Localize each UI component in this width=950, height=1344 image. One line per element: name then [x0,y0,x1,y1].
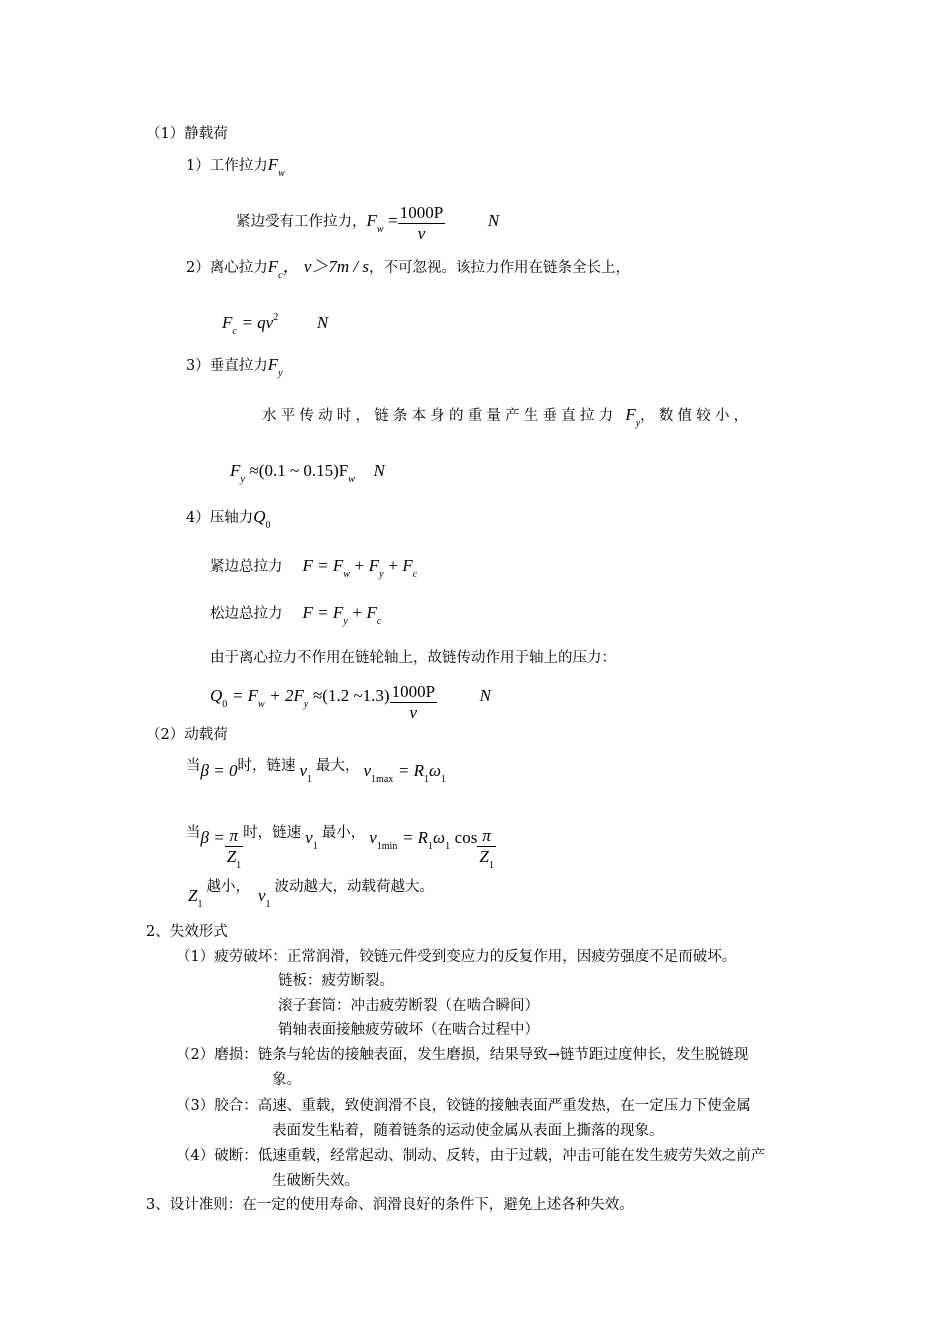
fw-eq-sub: w [376,223,384,235]
slack-plus: + [352,603,362,622]
axle-label: 4）压轴力 [186,510,254,526]
fc-condition: ， v＞7m / s [282,257,369,276]
fy-symbol: F [267,355,279,374]
slack-sub-c: c [376,616,382,627]
tight-side-line [210,556,418,580]
failure-glue-1: （3）胶合：高速、重载，致使润滑不良，铰链的接触表面严重发热，在一定压力下使金属 [176,1098,751,1114]
z1-letter: Z [188,886,198,905]
vertical-formula [230,461,385,485]
max-v: v [299,761,307,780]
tight-side-label: 紧边总拉力 [210,559,283,575]
vertical-line [186,355,283,379]
fy-inline-sub: y [635,418,641,429]
tight-fy: F [368,556,380,575]
vmin-rhs: = R [401,827,429,847]
max-mid: 时，链速 [237,758,296,774]
axle-note: 由于离心拉力不作用在链轮轴上，故链传动作用于轴上的压力： [210,650,616,666]
min-pre: 当 [186,824,201,841]
centrifugal-line [186,257,630,281]
vertical-label: 3）垂直拉力 [186,358,268,374]
centrifugal-desc: ，不可忽视。该拉力作用在链条全长上， [369,260,630,276]
vmin-z-letter: Z [479,847,489,867]
tight-fc: F [402,556,413,575]
failure-glue-2: 表面发生粘着，随着链条的运动使金属从表面上撕落的现象。 [272,1123,664,1139]
fw-symbol: F [267,155,279,174]
fw-subscript: w [278,168,285,179]
work-tension-label: 1）工作拉力 [186,158,268,174]
q0-denominator: v [390,702,437,723]
fw-numerator: 1000P [399,203,444,222]
fw-eq-op: = [388,210,398,230]
q0-eq-sub-w: w [258,698,265,710]
vmax-r-sub: 1 [423,774,429,785]
fc-eq-sup: 2 [273,312,279,323]
fy-subscript: y [278,368,283,379]
vmin-z [477,846,495,872]
slack-fc: F [366,603,377,622]
q0-eq-lhs: Q [210,685,223,705]
failure-fatigue-plate: 链板：疲劳断裂。 [278,973,394,989]
max-v-sub: 1 [307,774,312,785]
tight-plus-1: + [354,556,365,575]
centrifugal-label: 2）离心拉力 [186,260,268,276]
failure-break-2: 生破断失效。 [272,1173,359,1189]
vmin-omega: ω [433,827,446,847]
axle-formula [210,676,491,723]
slack-side-line [210,603,382,627]
q0-eq-sub: 0 [222,698,228,710]
vertical-desc-text: 水平传动时，链条本身的重量产生垂直拉力 [262,408,618,424]
heading-failure: 2、失效形式 [146,924,228,940]
z1-text: 越小， [206,879,250,895]
q0-subscript: 0 [265,520,271,531]
vmax-omega-sub: 1 [441,774,446,785]
design-criterion: 3、设计准则：在一定的使用寿命、润滑良好的条件下，避免上述各种失效。 [146,1197,634,1213]
vmin-omega-sub: 1 [445,840,451,852]
vmax-rhs: = R [397,761,424,780]
fw-fraction [398,203,445,245]
fw-unit: N [487,210,500,230]
z1-v1-line [188,876,435,910]
min-mid: 时，链速 [243,824,302,841]
q0-eq-range: ≈(1.2 ~1.3) [312,685,390,705]
fy-eq-mid: ≈(0.1 ~ 0.15)F [249,461,349,480]
axle-line [186,507,271,531]
max-post: 最大， [316,758,360,774]
failure-fatigue-roller: 滚子套筒：冲击疲劳断裂（在啮合瞬间） [278,998,539,1014]
q0-eq-fw: = F [231,685,258,705]
q0-symbol: Q [253,507,266,526]
q0-eq-sub-y: y [303,698,309,710]
heading-static-load: （1）静载荷 [146,126,228,142]
q0-unit: N [479,685,491,705]
vmax-lhs: v [363,761,372,780]
q0-fraction [390,682,437,724]
vmin-r-sub: 1 [428,840,434,852]
tight-sub-w: w [343,569,350,580]
fc-eq-rhs: = qv [241,313,274,332]
tight-plus-2: + [388,556,398,575]
failure-wear-2: 象。 [272,1072,301,1088]
slack-side-label: 松边总拉力 [210,606,283,622]
vmin-cos: cos [454,827,478,847]
fc-symbol: F [267,257,279,276]
min-v-sub: 1 [312,840,318,852]
vmin-pi: π [482,826,491,845]
vmin-lhs: v [369,827,377,847]
fc-subscript: c [278,270,283,281]
min-post: 最小， [321,824,366,841]
v1-text: 波动越大，动载荷越大。 [274,879,435,895]
max-pre: 当 [186,758,201,774]
z1-sub: 1 [197,899,203,910]
fy-eq-lhs: F [230,461,241,480]
fc-eq-lhs: F [222,313,233,332]
tight-eq-lhs: F = F [302,556,344,575]
failure-fatigue-pin: 销轴表面接触疲劳破坏（在啮合过程中） [278,1022,539,1038]
vmin-sub: 1min [376,840,398,852]
v1-sub: 1 [265,899,271,910]
q0-numerator: 1000P [391,682,436,701]
fy-eq-sub: y [240,474,245,485]
fw-denominator: v [398,223,445,244]
tight-sub-y: y [379,569,384,580]
max-speed-line [186,755,446,785]
fw-eq-lhs: F [366,210,377,230]
work-tension-line [186,155,285,179]
max-beta: β = 0 [200,761,238,780]
fc-unit: N [316,313,329,332]
slack-eq-lhs: F = F [302,603,344,622]
vmin-fraction [477,826,495,872]
v1-letter: v [257,886,266,905]
min-beta-pi: π [229,826,239,845]
failure-break-1: （4）破断：低速重载，经常起动、制动、反转，由于过载，冲击可能在发生疲劳失效之前产 [176,1148,766,1164]
failure-wear-1: （2）磨损：链条与轮齿的接触表面，发生磨损，结果导致→链节距过度伸长，发生脱链现 [176,1047,749,1063]
heading-dynamic-load: （2）动载荷 [146,727,228,743]
fc-eq-sub: c [232,326,237,337]
fy-inline-symbol: F [625,405,636,424]
min-beta: β = [200,827,225,847]
slack-sub-y: y [343,616,348,627]
min-beta-z-sub: 1 [236,860,242,872]
work-tension-formula [236,201,499,243]
min-beta-z-letter: Z [226,847,237,867]
tight-sub-c: c [412,569,418,580]
centrifugal-formula [222,312,329,337]
min-beta-z [225,846,243,872]
min-v: v [305,827,313,847]
vmax-sub: 1max [371,774,394,785]
min-speed-line [186,812,496,872]
vertical-desc-text-2: ，数值较小， [640,408,753,424]
failure-fatigue: （1）疲劳破坏：正常润滑，铰链元件受到变应力的反复作用，因疲劳强度不足而破坏。 [176,949,737,965]
work-tension-desc: 紧边受有工作拉力， [236,213,367,230]
fy-unit: N [373,461,385,480]
vmin-z-sub: 1 [488,860,494,872]
vertical-desc [262,405,753,429]
q0-eq-2fy: + 2F [269,685,304,705]
min-beta-fraction [225,826,243,872]
vmax-omega: ω [428,761,441,780]
fy-eq-sub2: w [348,474,355,485]
